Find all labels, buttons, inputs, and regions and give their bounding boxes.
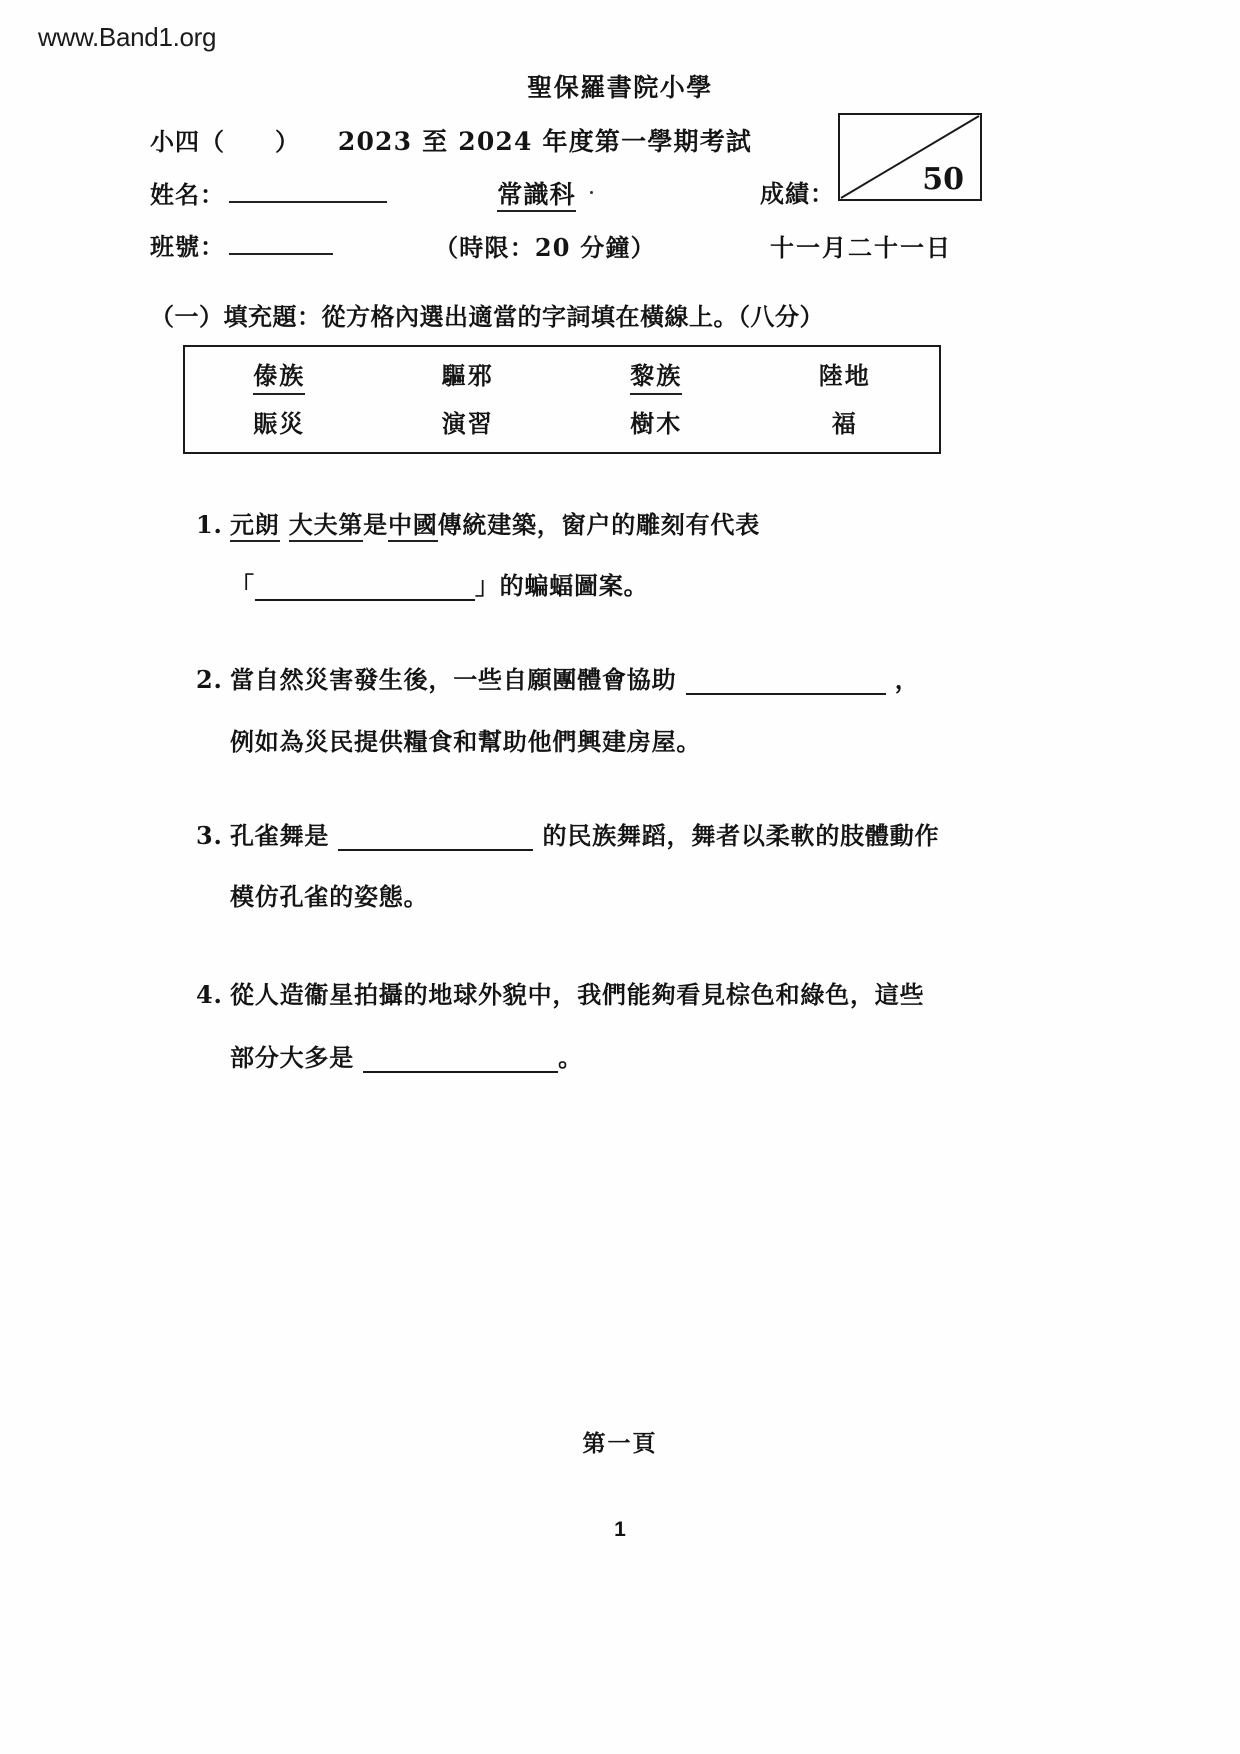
question-1-text-a: 是 <box>363 510 388 539</box>
question-2-line-2 <box>196 722 701 757</box>
question-4-answer-blank[interactable] <box>363 1046 558 1073</box>
score-total-value: 50 <box>922 162 964 197</box>
word-bank-cell[interactable] <box>185 404 374 441</box>
word-bank-cell[interactable] <box>562 404 751 441</box>
question-3-line-2 <box>196 877 428 912</box>
question-3-text-a: 孔雀舞是 <box>230 821 330 850</box>
class-number-field-row <box>150 227 333 262</box>
time-limit-label: （時限：20 分鐘） <box>434 233 656 262</box>
word-bank-word: 福 <box>831 409 858 438</box>
stray-dot-mark <box>590 191 593 194</box>
question-1-number: 1. <box>196 510 223 539</box>
word-bank-row-1 <box>185 356 939 395</box>
word-bank-word: 演習 <box>441 409 494 438</box>
question-4-number: 4. <box>196 980 223 1009</box>
word-bank-cell[interactable] <box>185 356 374 395</box>
exam-title: 2023 至 2024 年度第一學期考試 <box>337 127 753 156</box>
word-bank-cell[interactable] <box>751 404 940 441</box>
question-2-text-c: 例如為災民提供糧食和幫助他們興建房屋。 <box>230 727 702 756</box>
name-label: 姓名： <box>150 180 225 209</box>
question-2-text-b: ， <box>894 665 920 694</box>
subject-label: 常識科 <box>497 180 576 212</box>
page-label: 第一頁 <box>582 1430 658 1457</box>
question-1-text-b: 傳統建築，窗户的雕刻有代表 <box>437 510 760 539</box>
question-2-answer-blank[interactable] <box>686 668 886 695</box>
score-label: 成績： <box>760 179 835 208</box>
class-field-row <box>150 122 300 157</box>
word-bank-cell[interactable] <box>374 404 563 441</box>
question-3-number: 3. <box>196 821 223 850</box>
proper-noun-china: 中國 <box>388 510 438 542</box>
question-4-text-a: 從人造衞星拍攝的地球外貌中，我們能夠看見棕色和綠色，這些 <box>230 980 925 1009</box>
section-one-heading: （一）填充題：從方格內選出適當的字詞填在橫線上。（八分） <box>150 302 824 331</box>
question-4-text-c: 。 <box>558 1043 583 1072</box>
question-3-text-c: 模仿孔雀的姿態。 <box>230 882 429 911</box>
class-number-input-blank[interactable] <box>229 237 333 255</box>
question-2-line-1 <box>196 660 920 695</box>
question-2-number: 2. <box>196 665 223 694</box>
word-bank-word: 黎族 <box>630 356 682 395</box>
question-1-line-2 <box>196 566 648 601</box>
word-bank-cell[interactable] <box>562 356 751 395</box>
question-1-answer-blank[interactable] <box>255 574 475 601</box>
question-1-text-c: 的蝙蝠圖案。 <box>499 571 649 600</box>
word-bank-word: 樹木 <box>630 409 683 438</box>
word-bank-cell[interactable] <box>374 356 563 395</box>
question-3-line-1 <box>196 816 939 851</box>
word-bank-row-2 <box>185 404 939 441</box>
word-bank-box <box>183 345 941 454</box>
word-bank-word: 驅邪 <box>441 361 494 390</box>
question-2-text-a: 當自然災害發生後，一些自願團體會協助 <box>230 665 677 694</box>
word-bank-cell[interactable] <box>751 356 940 395</box>
exam-date: 十一月二十一日 <box>770 233 952 262</box>
question-1-line-1 <box>196 505 760 540</box>
question-4-line-2 <box>196 1038 583 1073</box>
question-3-text-b: 的民族舞蹈，舞者以柔軟的肢體動作 <box>542 821 940 850</box>
school-name-title: 聖保羅書院小學 <box>527 73 713 102</box>
word-bank-word: 賑災 <box>253 409 306 438</box>
proper-noun-tai-fu-tai: 大夫第 <box>289 510 363 542</box>
question-3-answer-blank[interactable] <box>338 824 533 851</box>
site-watermark: www.Band1.org <box>38 22 217 52</box>
class-label: 小四（ ） <box>150 127 300 156</box>
word-bank-word: 傣族 <box>253 356 305 395</box>
question-4-text-b: 部分大多是 <box>230 1043 354 1072</box>
question-4-line-1 <box>196 975 924 1010</box>
proper-noun-yuen-long: 元朗 <box>230 510 280 542</box>
open-quote-mark: 「 <box>230 571 255 600</box>
close-quote-mark: 」 <box>474 571 500 600</box>
word-bank-word: 陸地 <box>818 361 871 390</box>
score-box <box>838 113 982 201</box>
page-number: 1 <box>614 1518 626 1541</box>
subject-title <box>330 175 760 211</box>
class-number-label: 班號： <box>150 232 225 261</box>
